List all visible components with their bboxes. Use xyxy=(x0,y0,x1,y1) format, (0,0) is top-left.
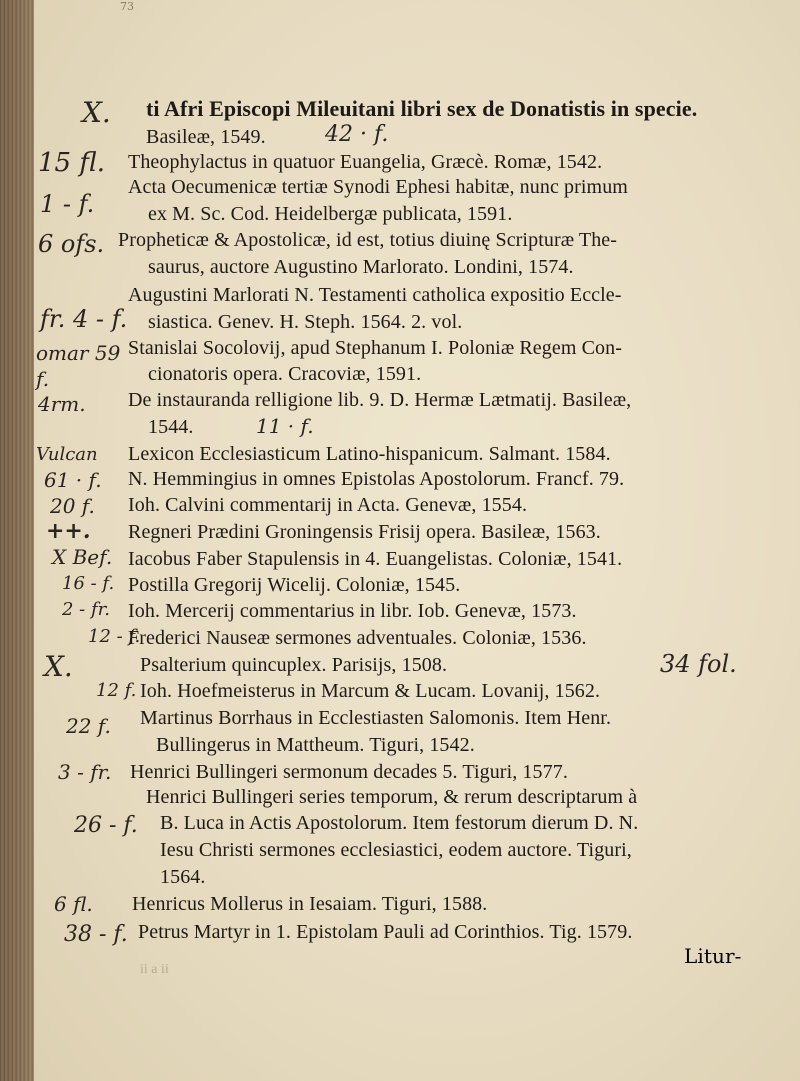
entry-line: N. Hemmingius in omnes Epistolas Apostolorum. Francf. 79. xyxy=(128,468,625,490)
entry-line: Augustini Marlorati N. Testamenti catholica expositio Eccle- xyxy=(128,284,622,306)
catchword: Litur- xyxy=(684,944,742,968)
entry-line: Bullingerus in Mattheum. Tiguri, 1542. xyxy=(156,734,475,756)
margin-mark: 15 fl. xyxy=(38,148,105,178)
margin-mark: 4rm. xyxy=(38,392,86,416)
margin-mark: omar 59 f. xyxy=(36,341,121,391)
entry-line: Iacobus Faber Stapulensis in 4. Euangelistas. Coloniæ, 1541. xyxy=(128,548,623,570)
margin-mark: fr. 4 - f. xyxy=(40,305,128,333)
entry-line: Stanislai Socolovij, apud Stephanum I. Poloniæ Regem Con- xyxy=(128,337,623,359)
entry-line: Ioh. Calvini commentarij in Acta. Genevæ, 1554. xyxy=(128,494,528,516)
margin-mark: 38 - f. xyxy=(64,922,128,947)
entry-line: siastica. Genev. H. Steph. 1564. 2. vol. xyxy=(148,311,463,333)
entry-line: 1544. xyxy=(148,416,194,438)
margin-mark: 3 - fr. xyxy=(58,760,112,784)
entry-line: Theophylactus in quatuor Euangelia, Græcè. Romæ, 1542. xyxy=(128,151,603,173)
margin-mark: 12 - f. xyxy=(88,626,141,647)
entry-line: Henrici Bullingeri sermonum decades 5. Tiguri, 1577. xyxy=(130,761,568,783)
entry-line: Henricus Mollerus in Iesaiam. Tiguri, 1588. xyxy=(132,893,488,915)
margin-mark: 26 - f. xyxy=(74,813,138,838)
margin-mark: 6 fl. xyxy=(54,892,93,916)
margin-mark: Vulcan xyxy=(36,444,98,465)
entry-line: Henrici Bullingeri series temporum, & rerum descriptarum à xyxy=(146,786,638,808)
faded-signature-mark: ii a ii xyxy=(140,962,169,977)
handwritten-note: 34 fol. xyxy=(660,650,737,678)
handwritten-price: 42 · f. xyxy=(325,122,389,147)
entry-line: Lexicon Ecclesiasticum Latino-hispanicum. Salmant. 1584. xyxy=(128,443,611,465)
margin-mark: X. xyxy=(44,650,73,683)
margin-mark: X Bef. xyxy=(52,545,113,569)
margin-mark: 2 - fr. xyxy=(62,599,110,620)
entry-line: Propheticæ & Apostolicæ, id est, totius diuinę Scripturæ The- xyxy=(118,229,618,251)
margin-mark: 1 - f. xyxy=(40,190,95,218)
entry-line: Postilla Gregorij Wicelij. Coloniæ, 1545. xyxy=(128,574,461,596)
entry-line: Iesu Christi sermones ecclesiastici, eodem auctore. Tiguri, xyxy=(160,839,632,861)
margin-mark: 22 f. xyxy=(66,714,111,738)
entry-line: Martinus Borrhaus in Ecclestiasten Salomonis. Item Henr. xyxy=(140,707,612,729)
page-corner-number: 73 xyxy=(120,0,134,13)
margin-mark: ++. xyxy=(46,518,91,544)
entry-line: Petrus Martyr in 1. Epistolam Pauli ad Corinthios. Tig. 1579. xyxy=(138,921,633,943)
margin-mark: 16 - f. xyxy=(62,573,115,594)
entry-line: Frederici Nauseæ sermones adventuales. Coloniæ, 1536. xyxy=(128,627,587,649)
entry-line: De instauranda relligione lib. 9. D. Hermæ Lætmatij. Basileæ, xyxy=(128,389,632,411)
entry-line: 1564. xyxy=(160,866,206,888)
entry-line: Psalterium quincuplex. Parisijs, 1508. xyxy=(140,654,448,676)
margin-mark: 12 f. xyxy=(96,680,137,701)
entry-line: Ioh. Hoefmeisterus in Marcum & Lucam. Lovanij, 1562. xyxy=(140,680,601,702)
entry-line: Ioh. Mercerij commentarius in libr. Iob. Genevæ, 1573. xyxy=(128,600,577,622)
entry-line: Regneri Prædini Groningensis Frisij opera. Basileæ, 1563. xyxy=(128,521,601,543)
entry-line: B. Luca in Actis Apostolorum. Item festorum dierum D. N. xyxy=(160,812,639,834)
handwritten-price: 11 · f. xyxy=(256,414,314,438)
margin-mark: 20 f. xyxy=(50,494,95,518)
margin-mark: 6 ofs. xyxy=(38,230,105,258)
entry-line: Acta Oecumenicæ tertiæ Synodi Ephesi habitæ, nunc primum xyxy=(128,176,628,198)
entry-line: ex M. Sc. Cod. Heidelbergæ publicata, 1591. xyxy=(148,203,513,225)
entry-line: ti Afri Episcopi Mileuitani libri sex de Donatistis in specie. xyxy=(146,96,698,121)
margin-mark: X. xyxy=(82,96,111,129)
entry-line: saurus, auctore Augustino Marlorato. Londini, 1574. xyxy=(148,256,574,278)
entry-line: cionatoris opera. Cracoviæ, 1591. xyxy=(148,363,422,385)
margin-mark: 61 · f. xyxy=(44,468,102,492)
entry-line: Basileæ, 1549. xyxy=(146,126,266,148)
